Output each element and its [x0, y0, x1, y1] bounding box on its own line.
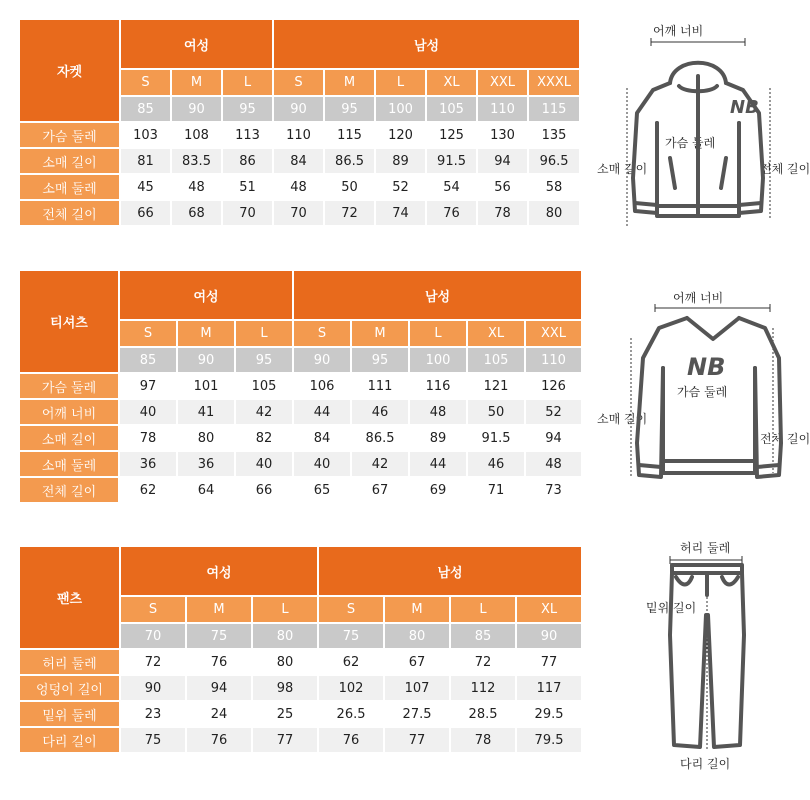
measurement-value: 48 [273, 174, 324, 200]
measurement-value: 91.5 [467, 425, 525, 451]
size-number-cell: 110 [525, 347, 582, 373]
measurement-value: 115 [324, 122, 375, 148]
measurement-value: 41 [177, 399, 235, 425]
table-row [19, 373, 582, 399]
measurement-value: 81 [120, 148, 171, 174]
measurement-label: 소매 둘레 [19, 451, 119, 477]
measurement-value: 108 [171, 122, 222, 148]
tshirt-women-header: 여성 [119, 270, 293, 320]
size-number-cell: 75 [186, 623, 252, 649]
measurement-value: 91.5 [426, 148, 477, 174]
size-number-cell: 70 [120, 623, 186, 649]
size-code-cell: M [186, 596, 252, 623]
table-row [19, 425, 582, 451]
measurement-value: 125 [426, 122, 477, 148]
measurement-value: 101 [177, 373, 235, 399]
measurement-value: 94 [477, 148, 528, 174]
size-number-cell: 85 [450, 623, 516, 649]
measurement-label: 가슴 둘레 [19, 373, 119, 399]
measurement-value: 40 [293, 451, 351, 477]
table-row [19, 200, 580, 226]
table-row [19, 649, 582, 675]
measurement-value: 80 [528, 200, 580, 226]
measurement-value: 130 [477, 122, 528, 148]
pants-illustration [630, 535, 800, 780]
measurement-value: 48 [171, 174, 222, 200]
size-code-cell: S [318, 596, 384, 623]
pants-rise-label: 밑위 길이 [646, 601, 697, 615]
measurement-value: 79.5 [516, 727, 582, 753]
size-number-cell: 90 [273, 96, 324, 122]
table-row [19, 174, 580, 200]
measurement-value: 90 [120, 675, 186, 701]
size-code-cell: XL [426, 69, 477, 96]
measurement-value: 80 [177, 425, 235, 451]
measurement-value: 44 [409, 451, 467, 477]
measurement-value: 106 [293, 373, 351, 399]
size-number-cell: 90 [516, 623, 582, 649]
measurement-label: 소매 길이 [19, 425, 119, 451]
size-code-cell: XXL [525, 320, 582, 347]
measurement-value: 42 [235, 399, 293, 425]
measurement-value: 62 [119, 477, 177, 503]
size-number-cell: 80 [252, 623, 318, 649]
size-number-cell: 80 [384, 623, 450, 649]
measurement-label: 어깨 너비 [19, 399, 119, 425]
measurement-value: 94 [186, 675, 252, 701]
measurement-label: 전체 길이 [19, 477, 119, 503]
table-row [19, 477, 582, 503]
measurement-value: 52 [525, 399, 582, 425]
table-row [19, 727, 582, 753]
measurement-value: 89 [409, 425, 467, 451]
size-code-cell: S [120, 596, 186, 623]
measurement-value: 103 [120, 122, 171, 148]
measurement-value: 74 [375, 200, 426, 226]
measurement-value: 107 [384, 675, 450, 701]
size-number-cell: 95 [324, 96, 375, 122]
measurement-label: 허리 둘레 [19, 649, 120, 675]
measurement-value: 80 [252, 649, 318, 675]
measurement-value: 126 [525, 373, 582, 399]
measurement-value: 69 [409, 477, 467, 503]
measurement-value: 23 [120, 701, 186, 727]
jacket-size-table [19, 19, 580, 226]
measurement-label: 소매 길이 [19, 148, 120, 174]
pants-waist-label: 허리 둘레 [680, 541, 731, 555]
measurement-value: 27.5 [384, 701, 450, 727]
size-number-cell: 75 [318, 623, 384, 649]
tshirt-chest-label: 가슴 둘레 [677, 385, 728, 399]
size-code-cell: S [273, 69, 324, 96]
size-code-cell: M [177, 320, 235, 347]
measurement-label: 밑위 둘레 [19, 701, 120, 727]
jacket-illustration [595, 18, 800, 233]
jacket-total-label: 전체 길이 [760, 162, 810, 176]
jacket-chest-label: 가슴 둘레 [665, 136, 716, 150]
size-number-cell: 85 [120, 96, 171, 122]
size-code-cell: L [375, 69, 426, 96]
size-code-cell: M [351, 320, 409, 347]
measurement-value: 68 [171, 200, 222, 226]
measurement-value: 97 [119, 373, 177, 399]
measurement-value: 77 [384, 727, 450, 753]
jacket-men-header: 남성 [273, 19, 580, 69]
measurement-value: 86.5 [351, 425, 409, 451]
size-code-cell: M [171, 69, 222, 96]
pants-leg-label: 다리 길이 [680, 757, 731, 771]
measurement-value: 44 [293, 399, 351, 425]
nb-logo-icon: NB [730, 97, 759, 118]
measurement-value: 25 [252, 701, 318, 727]
measurement-value: 67 [351, 477, 409, 503]
measurement-value: 78 [119, 425, 177, 451]
tshirt-category: 티셔츠 [19, 270, 119, 373]
size-number-cell: 100 [409, 347, 467, 373]
measurement-label: 소매 둘레 [19, 174, 120, 200]
jacket-category: 자켓 [19, 19, 120, 122]
size-code-cell: XL [467, 320, 525, 347]
size-code-cell: S [293, 320, 351, 347]
size-number-cell: 115 [528, 96, 580, 122]
table-row [19, 701, 582, 727]
measurement-value: 72 [450, 649, 516, 675]
measurement-value: 52 [375, 174, 426, 200]
measurement-value: 46 [467, 451, 525, 477]
measurement-value: 76 [426, 200, 477, 226]
measurement-value: 36 [119, 451, 177, 477]
table-row [19, 675, 582, 701]
measurement-value: 72 [324, 200, 375, 226]
measurement-value: 51 [222, 174, 273, 200]
tshirt-total-label: 전체 길이 [760, 432, 810, 446]
table-row [19, 399, 582, 425]
measurement-value: 72 [120, 649, 186, 675]
size-code-cell: L [222, 69, 273, 96]
measurement-value: 96.5 [528, 148, 580, 174]
tshirt-sleeve-label: 소매 길이 [597, 412, 648, 426]
jacket-women-header: 여성 [120, 19, 273, 69]
measurement-value: 121 [467, 373, 525, 399]
size-number-cell: 95 [235, 347, 293, 373]
measurement-value: 82 [235, 425, 293, 451]
measurement-value: 105 [235, 373, 293, 399]
measurement-value: 70 [222, 200, 273, 226]
measurement-label: 전체 길이 [19, 200, 120, 226]
table-row [19, 148, 580, 174]
measurement-value: 40 [119, 399, 177, 425]
measurement-value: 73 [525, 477, 582, 503]
table-row [19, 122, 580, 148]
measurement-value: 75 [120, 727, 186, 753]
measurement-value: 120 [375, 122, 426, 148]
size-code-cell: M [384, 596, 450, 623]
measurement-value: 98 [252, 675, 318, 701]
size-number-cell: 90 [171, 96, 222, 122]
measurement-value: 77 [252, 727, 318, 753]
measurement-value: 86 [222, 148, 273, 174]
measurement-value: 76 [318, 727, 384, 753]
measurement-value: 36 [177, 451, 235, 477]
measurement-value: 48 [409, 399, 467, 425]
measurement-value: 94 [525, 425, 582, 451]
jacket-diagram [595, 18, 810, 233]
table-row [19, 451, 582, 477]
size-number-cell: 100 [375, 96, 426, 122]
measurement-value: 135 [528, 122, 580, 148]
size-code-cell: S [120, 69, 171, 96]
measurement-value: 28.5 [450, 701, 516, 727]
measurement-value: 42 [351, 451, 409, 477]
measurement-label: 가슴 둘레 [19, 122, 120, 148]
measurement-value: 84 [293, 425, 351, 451]
measurement-label: 다리 길이 [19, 727, 120, 753]
measurement-value: 117 [516, 675, 582, 701]
measurement-label: 엉덩이 길이 [19, 675, 120, 701]
size-code-cell: L [409, 320, 467, 347]
measurement-value: 64 [177, 477, 235, 503]
measurement-value: 58 [528, 174, 580, 200]
size-number-cell: 95 [351, 347, 409, 373]
measurement-value: 111 [351, 373, 409, 399]
measurement-value: 67 [384, 649, 450, 675]
tshirt-men-header: 남성 [293, 270, 582, 320]
nb-logo-icon: NB [687, 353, 726, 381]
measurement-value: 66 [235, 477, 293, 503]
measurement-value: 66 [120, 200, 171, 226]
measurement-value: 48 [525, 451, 582, 477]
pants-men-header: 남성 [318, 546, 582, 596]
pants-diagram [630, 535, 800, 780]
measurement-value: 45 [120, 174, 171, 200]
measurement-value: 110 [273, 122, 324, 148]
size-number-cell: 110 [477, 96, 528, 122]
size-number-cell: 90 [177, 347, 235, 373]
measurement-value: 77 [516, 649, 582, 675]
size-number-cell: 90 [293, 347, 351, 373]
measurement-value: 50 [324, 174, 375, 200]
measurement-value: 84 [273, 148, 324, 174]
measurement-value: 71 [467, 477, 525, 503]
measurement-value: 78 [450, 727, 516, 753]
tshirt-diagram [595, 283, 810, 493]
measurement-value: 116 [409, 373, 467, 399]
measurement-value: 40 [235, 451, 293, 477]
pants-category: 팬츠 [19, 546, 120, 649]
pants-size-table [19, 546, 582, 753]
size-code-cell: XXXL [528, 69, 580, 96]
size-code-cell: L [235, 320, 293, 347]
measurement-value: 89 [375, 148, 426, 174]
measurement-value: 26.5 [318, 701, 384, 727]
measurement-value: 76 [186, 727, 252, 753]
measurement-value: 112 [450, 675, 516, 701]
size-code-cell: L [450, 596, 516, 623]
measurement-value: 24 [186, 701, 252, 727]
measurement-value: 83.5 [171, 148, 222, 174]
measurement-value: 70 [273, 200, 324, 226]
measurement-value: 78 [477, 200, 528, 226]
tshirt-illustration [595, 283, 800, 493]
measurement-value: 46 [351, 399, 409, 425]
jacket-sleeve-label: 소매 길이 [597, 162, 648, 176]
size-code-cell: L [252, 596, 318, 623]
jacket-shoulder-label: 어깨 너비 [653, 24, 704, 38]
measurement-value: 113 [222, 122, 273, 148]
measurement-value: 56 [477, 174, 528, 200]
size-code-cell: S [119, 320, 177, 347]
measurement-value: 65 [293, 477, 351, 503]
size-code-cell: M [324, 69, 375, 96]
measurement-value: 76 [186, 649, 252, 675]
tshirt-size-table [19, 270, 582, 503]
size-number-cell: 105 [426, 96, 477, 122]
measurement-value: 50 [467, 399, 525, 425]
pants-women-header: 여성 [120, 546, 318, 596]
size-code-cell: XL [516, 596, 582, 623]
measurement-value: 62 [318, 649, 384, 675]
size-number-cell: 105 [467, 347, 525, 373]
size-number-cell: 95 [222, 96, 273, 122]
measurement-value: 86.5 [324, 148, 375, 174]
size-number-cell: 85 [119, 347, 177, 373]
measurement-value: 102 [318, 675, 384, 701]
tshirt-shoulder-label: 어깨 너비 [673, 291, 724, 305]
measurement-value: 54 [426, 174, 477, 200]
size-code-cell: XXL [477, 69, 528, 96]
measurement-value: 29.5 [516, 701, 582, 727]
